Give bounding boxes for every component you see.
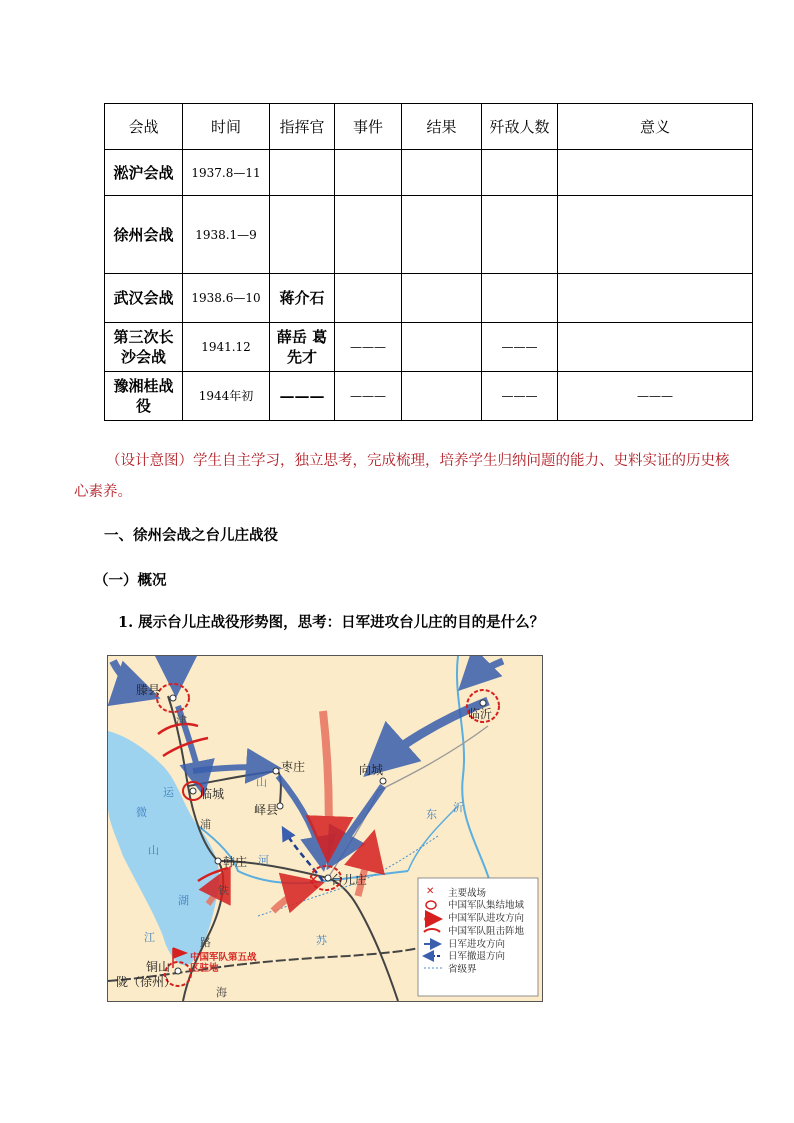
battles-table bbox=[104, 103, 753, 421]
legend-label: 日军进攻方向 bbox=[448, 939, 506, 950]
battle-commander: ——— bbox=[270, 372, 335, 421]
table-row bbox=[105, 196, 753, 274]
geo-hai: 海 bbox=[216, 986, 227, 999]
legend-label: 中国军队阻击阵地 bbox=[448, 926, 525, 937]
label-zaozhuang: 枣庄 bbox=[281, 760, 306, 774]
label-xuzhou: 陇（徐州） bbox=[116, 975, 177, 989]
city-marker bbox=[175, 968, 181, 974]
legend-label: 中国军队进攻方向 bbox=[448, 913, 525, 924]
legend-label: 中国军队集结地域 bbox=[448, 900, 525, 911]
header-cell: 意义 bbox=[558, 104, 753, 150]
legend-icon-battlefield: ✕ bbox=[426, 886, 435, 897]
battle-meaning bbox=[558, 323, 753, 372]
city-marker bbox=[273, 768, 279, 774]
battle-result bbox=[402, 196, 482, 274]
header-cell: 时间 bbox=[183, 104, 270, 150]
geo-shan: 山 bbox=[148, 844, 159, 857]
battle-killed bbox=[482, 150, 558, 196]
section-heading: 一、徐州会战之台儿庄战役 bbox=[104, 527, 278, 544]
label-tongshan: 铜山 bbox=[146, 960, 171, 974]
geo-jiang: 江 bbox=[144, 931, 155, 944]
battle-name: 徐州会战 bbox=[105, 196, 183, 274]
battle-time: 1937.8—11 bbox=[183, 150, 270, 196]
battle-result bbox=[402, 150, 482, 196]
label-lincheng: 临城 bbox=[200, 787, 225, 801]
battle-meaning bbox=[558, 150, 753, 196]
battle-meaning: ——— bbox=[558, 372, 753, 421]
geo-wei: 微 bbox=[136, 806, 147, 819]
battle-event bbox=[335, 196, 402, 274]
battle-event bbox=[335, 150, 402, 196]
geo-yi: 沂 bbox=[453, 801, 464, 814]
legend-label: 主要战场 bbox=[448, 888, 487, 899]
city-marker bbox=[170, 695, 176, 701]
battle-result bbox=[402, 274, 482, 323]
geo-dong: 东 bbox=[426, 808, 437, 821]
map-legend bbox=[418, 878, 538, 996]
label-tengxian: 滕县 bbox=[136, 683, 161, 697]
city-marker bbox=[190, 788, 196, 794]
battle-commander bbox=[270, 196, 335, 274]
battle-time: 1938.1—9 bbox=[183, 196, 270, 274]
label-linyi: 临沂 bbox=[468, 707, 493, 721]
header-cell: 歼敌人数 bbox=[482, 104, 558, 150]
battle-event bbox=[335, 274, 402, 323]
battle-meaning bbox=[558, 274, 753, 323]
table-header-row bbox=[105, 104, 753, 150]
question-text: 1. 展示台儿庄战役形势图，思考：日军进攻台儿庄的目的是什么？ bbox=[118, 614, 545, 631]
label-taierzhuang: 台儿庄 bbox=[331, 873, 368, 887]
battle-name: 豫湘桂战役 bbox=[105, 372, 183, 421]
label-hanzhuang: 韩庄 bbox=[223, 855, 248, 869]
header-cell: 指挥官 bbox=[270, 104, 335, 150]
geo-shan-2: 山 bbox=[256, 776, 267, 789]
battle-time: 1941.12 bbox=[183, 323, 270, 372]
battle-name: 第三次长沙会战 bbox=[105, 323, 183, 372]
table-row bbox=[105, 372, 753, 421]
battle-name: 武汉会战 bbox=[105, 274, 183, 323]
geo-su: 苏 bbox=[316, 934, 327, 947]
battle-result bbox=[402, 372, 482, 421]
battle-commander bbox=[270, 150, 335, 196]
legend-label: 省级界 bbox=[448, 964, 477, 975]
battle-meaning bbox=[558, 196, 753, 274]
label-xiangcheng: 向城 bbox=[359, 763, 384, 777]
battle-killed bbox=[482, 196, 558, 274]
geo-hu: 湖 bbox=[178, 894, 189, 907]
battle-event: ——— bbox=[335, 323, 402, 372]
battle-commander: 蒋介石 bbox=[270, 274, 335, 323]
geo-yun: 运 bbox=[163, 786, 174, 799]
table-row bbox=[105, 274, 753, 323]
table-row bbox=[105, 150, 753, 196]
battle-time: 1938.6—10 bbox=[183, 274, 270, 323]
geo-tie: 铁 bbox=[218, 884, 229, 897]
geo-lu: 路 bbox=[200, 936, 211, 949]
design-intent: （设计意图）学生自主学习，独立思考，完成梳理，培养学生归纳问题的能力、史料实证的历史核心素养。 bbox=[74, 453, 730, 500]
subsection-heading: （一）概况 bbox=[94, 572, 167, 589]
geo-pu: 浦 bbox=[200, 818, 211, 831]
label-yixian: 峄县 bbox=[254, 803, 279, 817]
battle-killed: ——— bbox=[482, 372, 558, 421]
battle-time: 1944年初 bbox=[183, 372, 270, 421]
label-hq: 中国军队第五战区驻地 bbox=[190, 952, 257, 974]
header-cell: 会战 bbox=[105, 104, 183, 150]
battle-name: 淞沪会战 bbox=[105, 150, 183, 196]
city-marker bbox=[480, 700, 486, 706]
legend-label: 日军撤退方向 bbox=[448, 951, 506, 962]
battle-commander: 薛岳 葛先才 bbox=[270, 323, 335, 372]
battle-killed: ——— bbox=[482, 323, 558, 372]
battle-event: ——— bbox=[335, 372, 402, 421]
city-marker bbox=[380, 778, 386, 784]
city-marker bbox=[215, 858, 221, 864]
battle-killed bbox=[482, 274, 558, 323]
header-cell: 结果 bbox=[402, 104, 482, 150]
table-row bbox=[105, 323, 753, 372]
battle-result bbox=[402, 323, 482, 372]
geo-jin: 津 bbox=[176, 714, 187, 727]
header-cell: 事件 bbox=[335, 104, 402, 150]
taierzhuang-battle-map bbox=[107, 655, 543, 1002]
geo-he: 河 bbox=[258, 854, 269, 867]
battlefield-icon: ✕ bbox=[308, 873, 319, 888]
